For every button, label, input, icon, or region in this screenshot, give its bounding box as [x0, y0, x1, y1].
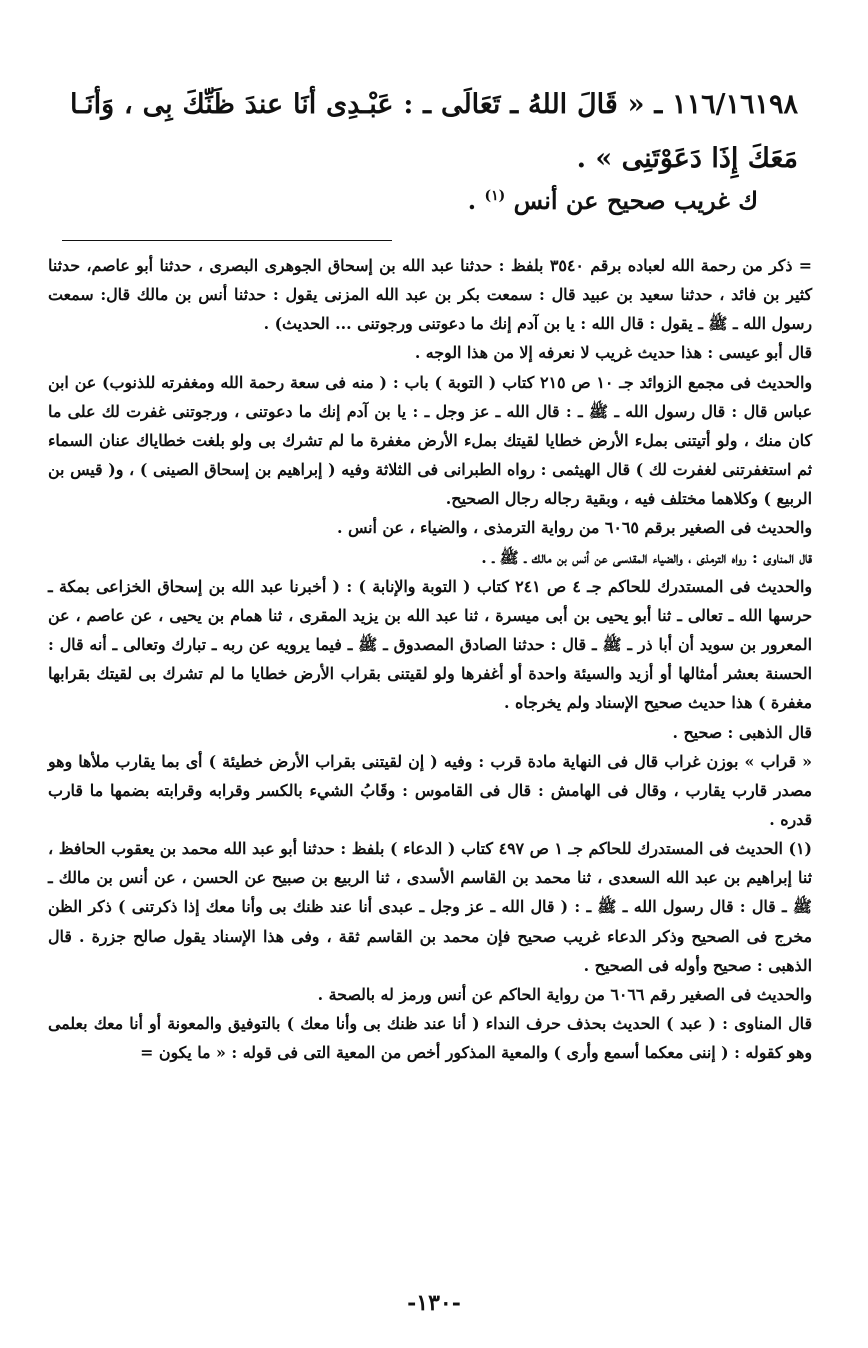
footnote-ref: (١) [484, 188, 506, 204]
source-end: . [467, 186, 477, 215]
note-paragraph: قال الذهبى : صحيح . [672, 722, 812, 742]
note-paragraph: والحديث فى الصغير برقم ٦٠٦٥ من رواية الترمذى ، والضياء ، عن أنس . [336, 518, 812, 538]
note-paragraph: (١) الحديث فى المستدرك للحاكم جـ ١ ص ٤٩٧ كتاب ( الدعاء ) بلفظ : حدثنا أبو عبد الله محمد بن يعقوب الحافظ ، ثنا إبراهيم بن عبد الله السعدى ، ثنا محمد بن القاسم الأسدى ، ثنا الربيع بن صبيح عن الحسن ، عن أنس بن مالك ـ ﷺ ـ قال : قال رسول الله ـ ﷺ ـ : ( قال الله ـ عز وجل ـ عبدى أنا عند ظنك بى وأنا معك إذا ذكرتنى ) ذكر الظن مخرج فى الصحيح وذكر الدعاء غريب صحيح فإن محمد بن القاسم ثقة ، وفى هذا الإسناد يقول صالح جزرة . قال الذهبى : صحيح وأوله فى الصحيح . [48, 839, 812, 975]
footnote-divider [62, 240, 392, 241]
hadith-text: ١١٦/١٦١٩٨ ـ « قَالَ اللهُ ـ تَعَالَى ـ : عَبْـدِى أنَا عندَ ظَنِّكَ بِى ، وَأنَـا مَعَكَ إِذَا دَعَوْتَنِى » . [70, 89, 798, 174]
footnotes [48, 251, 812, 1067]
hadith-block [70, 78, 798, 186]
note-paragraph: قال أبو عيسى : هذا حديث غريب لا نعرفه إلا من هذا الوجه . [414, 343, 812, 363]
note-paragraph: = ذكر من رحمة الله لعباده برقم ٣٥٤٠ بلفظ : حدثنا عبد الله بن إسحاق الجوهرى البصرى ، حدثنا أبو عاصم، حدثنا كثير بن فائد ، حدثنا سعيد بن عبيد قال : سمعت بكر بن عبد الله المزنى يقول : حدثنا أنس بن مالك قال: سمعت رسول الله ـ ﷺ ـ يقول : قال الله : يا بن آدم إنك ما دعوتنى ورجوتنى ... الحديث) . [48, 256, 812, 334]
source-text: ك غريب صحيح عن أنس [513, 186, 758, 215]
note-paragraph: والحديث فى مجمع الزوائد جـ ١٠ ص ٢١٥ كتاب ( التوبة ) باب : ( منه فى سعة رحمة الله ومغفرته للذنوب) عن ابن عباس قال : قال رسول الله ـ ﷺ ـ : قال الله ـ عز وجل ـ : يا بن آدم إنك ما دعوتنى ، ورجوتنى غفرت لك على ما كان منك ، ولو أتيتنى بملء الأرض خطايا لقيتك بملء الأرض مغفرة ما لم تشرك بى ولو بلغت خطاياك عنان السماء ثم استغفرتنى لغفرت لك ) قال الهيثمى : رواه الطبرانى فى الثلاثة وفيه ( إبراهيم بن إسحاق الصينى ) ، و( قيس بن الربيع ) وكلاهما مختلف فيه ، وبقية رجاله رجال الصحيح. [48, 372, 812, 509]
note-paragraph: قال المناوى : رواه الترمذى ، والضياء المقدسى عن أنس بن مالك ـ ﷺ ـ . [481, 547, 812, 567]
page-number: -١٣٠- [407, 1290, 461, 1316]
note-paragraph: « قراب » بوزن غراب قال فى النهاية مادة قرب : وفيه ( إن لقيتنى بقراب الأرض خطيئة ) أى بما يقارب ملأها وهو مصدر قارب يقارب ، وقال فى الهامش : قال فى القاموس : وقَابُ الشيء بالكسر وقرابه وقرابته بضمها ما قارب قدره . [48, 751, 812, 829]
note-paragraph: قال المناوى : ( عبد ) الحديث بحذف حرف النداء ( أنا عند ظنك بى وأنا معك ) بالتوفيق والمعونة أو أنا معك بعلمى وهو كقوله : ( إننى معكما أسمع وأرى ) والمعية المذكور أخص من المعية التى فى قوله : « ما يكون = [48, 1014, 812, 1063]
hadith-source [120, 186, 758, 215]
note-paragraph: والحديث فى الصغير رقم ٦٠٦٦ من رواية الحاكم عن أنس ورمز له بالصحة . [317, 984, 812, 1004]
note-paragraph: والحديث فى المستدرك للحاكم جـ ٤ ص ٢٤١ كتاب ( التوبة والإنابة ) : ( أخبرنا عبد الله بن إسحاق الخزاعى بمكة ـ حرسها الله ـ تعالى ـ ثنا أبو يحيى بن أبى ميسرة ، ثنا عبد الله بن يزيد المقرى ، ثنا همام بن يحيى ، عن عاصم ، عن المعرور بن سويد أن أبا ذر ـ ﷺ ـ قال : حدثنا الصادق المصدوق ـ ﷺ ـ فيما يرويه عن ربه ـ تبارك وتعالى ـ أنه قال : الحسنة بعشر أمثالها أو أزيد والسيئة واحدة أو أغفرها ولو لقيتنى بقراب الأرض خطايا ما لم تشرك بى لقيتك بقرابها مغفرة ) هذا حديث صحيح الإسناد ولم يخرجاه . [48, 576, 813, 713]
